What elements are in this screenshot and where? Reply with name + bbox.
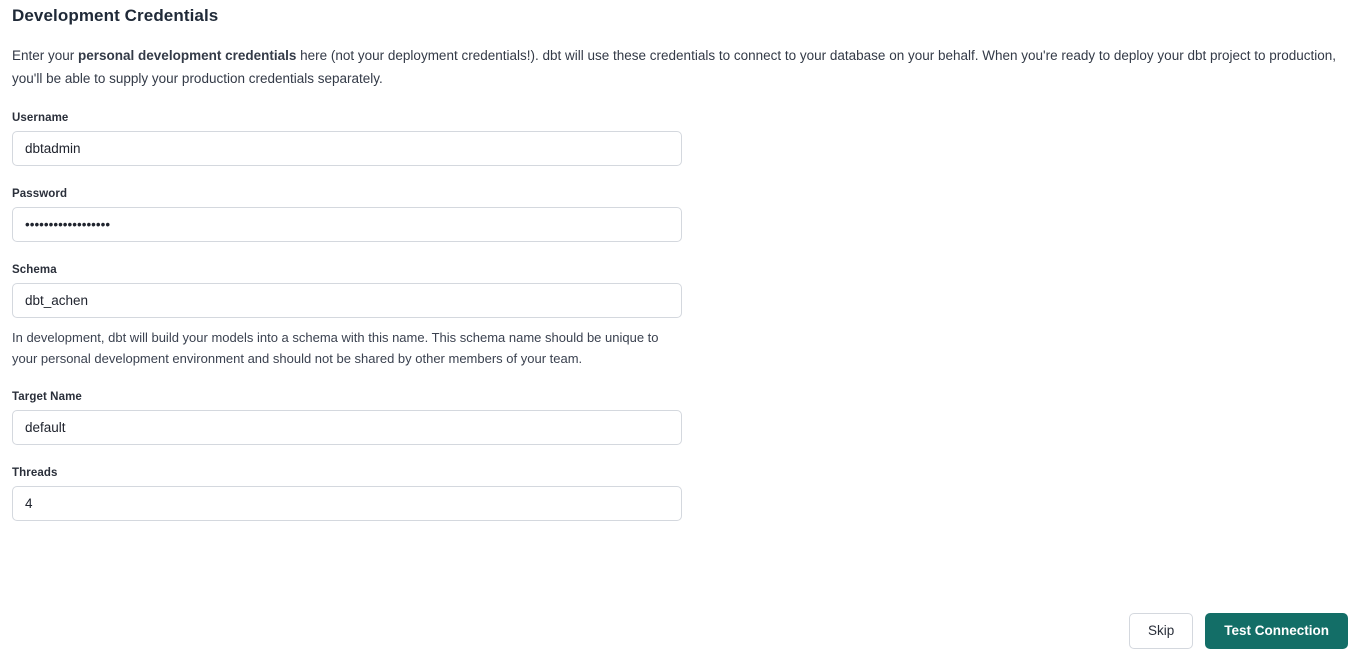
skip-button[interactable]: Skip [1129, 613, 1193, 649]
password-field-block [12, 188, 1348, 242]
password-input[interactable] [12, 207, 682, 242]
target-name-label: Target Name [12, 391, 82, 403]
page-title: Development Credentials [12, 6, 219, 25]
test-connection-button[interactable]: Test Connection [1205, 613, 1348, 649]
footer-actions [1129, 613, 1348, 649]
intro-paragraph [12, 44, 1344, 90]
target-name-field-block [12, 391, 1348, 445]
intro-prefix: Enter your [12, 48, 79, 63]
username-field-block [12, 112, 1348, 166]
intro-suffix: here (not your deployment credentials!). dbt will use these credentials to connect to your database on your behalf. When you're ready to deploy your dbt project to production, you'll be able to supply your production credentials separately. [12, 48, 1337, 86]
threads-label: Threads [12, 467, 58, 479]
schema-field-block [12, 264, 1348, 369]
schema-input[interactable] [12, 283, 682, 318]
threads-input[interactable] [12, 486, 682, 521]
username-label: Username [12, 112, 69, 124]
schema-help-text: In development, dbt will build your models into a schema with this name. This schema name should be unique to your personal development environment and should not be shared by other members of your team. [12, 330, 659, 366]
target-name-input[interactable] [12, 410, 682, 445]
password-label: Password [12, 188, 68, 200]
schema-label: Schema [12, 264, 57, 276]
threads-field-block [12, 467, 1348, 521]
intro-emphasis: personal development credentials [78, 48, 297, 63]
username-input[interactable] [12, 131, 682, 166]
